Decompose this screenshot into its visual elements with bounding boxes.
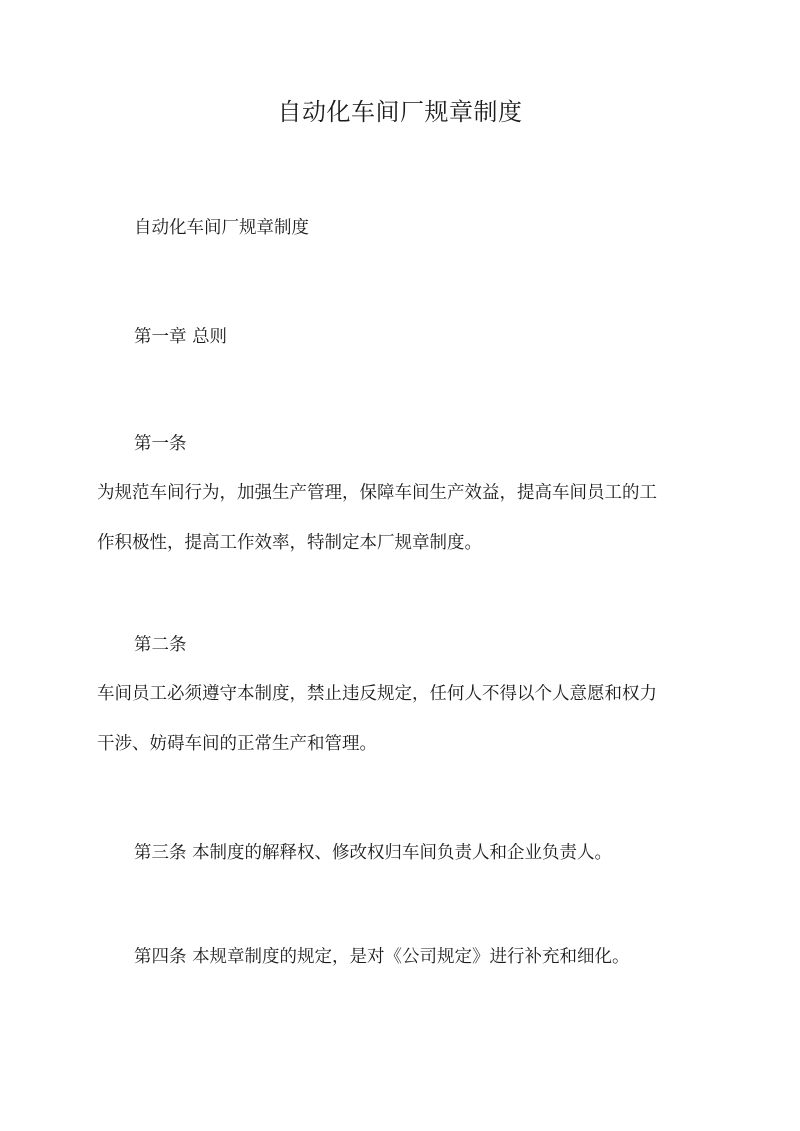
article-3: 第三条 本制度的解释权、修改权归车间负责人和企业负责人。 (134, 843, 613, 863)
article-1-text-line-2: 作积极性，提高工作效率，特制定本厂规章制度。 (97, 533, 482, 553)
document-subtitle: 自动化车间厂规章制度 (134, 218, 309, 238)
article-1-heading: 第一条 (134, 434, 187, 454)
article-4: 第四条 本规章制度的规定，是对《公司规定》进行补充和细化。 (134, 947, 630, 967)
article-1-text-line-1: 为规范车间行为，加强生产管理，保障车间生产效益，提高车间员工的工 (97, 483, 657, 503)
article-2-heading: 第二条 (134, 635, 187, 655)
article-2-text-line-2: 干涉、妨碍车间的正常生产和管理。 (97, 734, 377, 754)
chapter-heading: 第一章 总则 (134, 327, 228, 347)
document-title: 自动化车间厂规章制度 (277, 98, 523, 126)
article-2-text-line-1: 车间员工必须遵守本制度，禁止违反规定，任何人不得以个人意愿和权力 (97, 684, 657, 704)
